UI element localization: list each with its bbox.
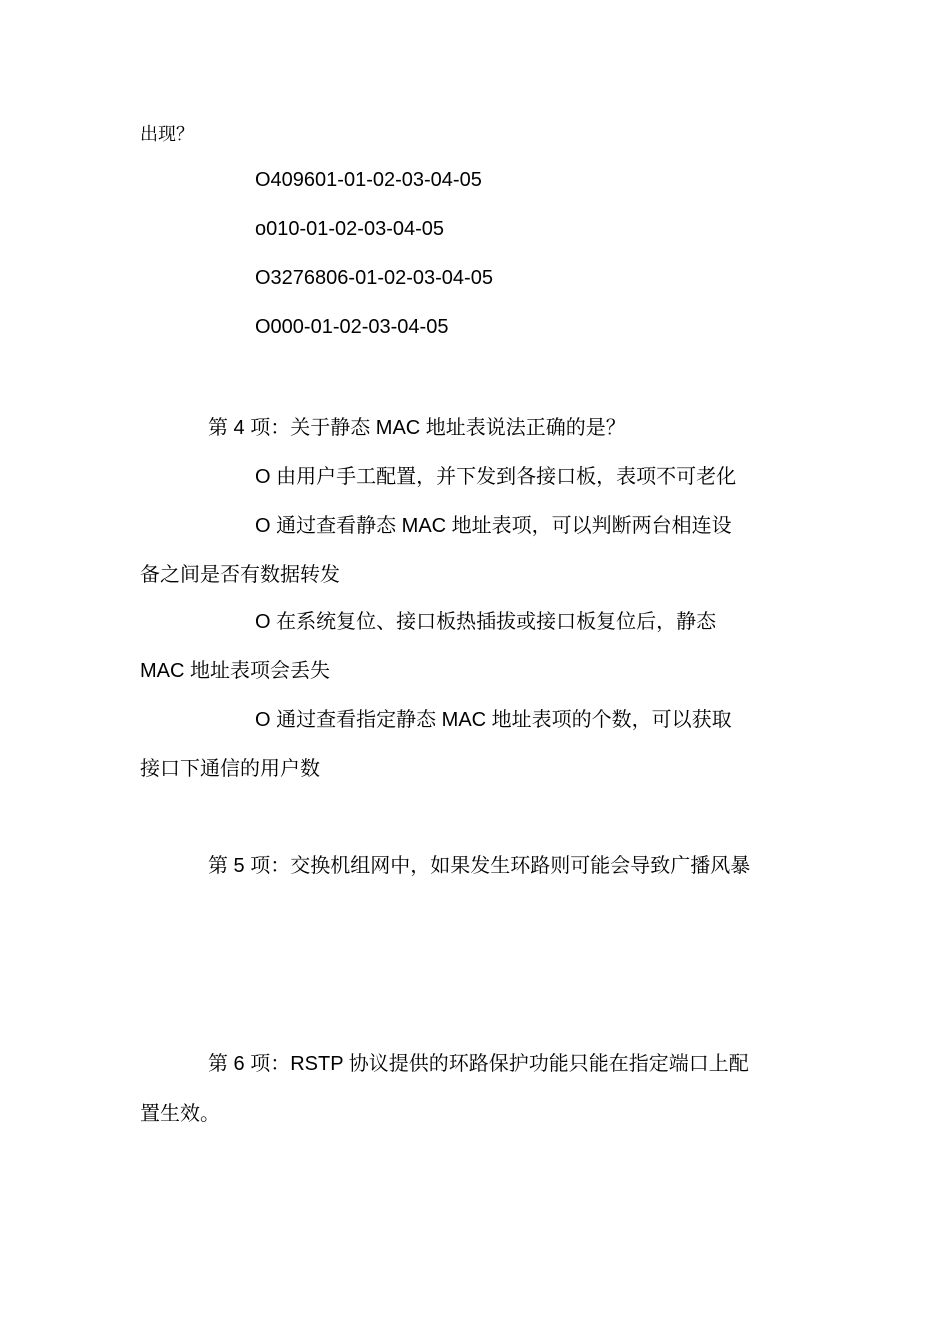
question4-option-3-line-2[interactable]: MAC 地址表项会丢失	[140, 660, 330, 682]
question3-stem-tail: 出现？	[140, 124, 194, 144]
question4-option-3-line-1[interactable]: O 在系统复位、接口板热插拔或接口板复位后，静态	[255, 611, 717, 633]
question3-option-1[interactable]: O409601-01-02-03-04-05	[255, 169, 482, 191]
question4-option-2-line-2[interactable]: 备之间是否有数据转发	[140, 564, 340, 586]
question4-option-4-line-2[interactable]: 接口下通信的用户数	[140, 758, 320, 780]
question4-option-1[interactable]: O 由用户手工配置，并下发到各接口板，表项不可老化	[255, 466, 737, 488]
question5-stem: 第 5 项：交换机组网中，如果发生环路则可能会导致广播风暴	[208, 855, 751, 877]
question4-option-2-line-1[interactable]: O 通过查看静态 MAC 地址表项，可以判断两台相连设	[255, 515, 732, 537]
question3-option-3[interactable]: O3276806-01-02-03-04-05	[255, 267, 493, 289]
question4-stem: 第 4 项：关于静态 MAC 地址表说法正确的是？	[208, 417, 626, 439]
question3-option-2[interactable]: o010-01-02-03-04-05	[255, 218, 445, 240]
question6-stem-line-2: 置生效。	[140, 1103, 220, 1125]
question6-stem-line-1: 第 6 项：RSTP 协议提供的环路保护功能只能在指定端口上配	[208, 1053, 749, 1075]
question4-option-4-line-1[interactable]: O 通过查看指定静态 MAC 地址表项的个数，可以获取	[255, 709, 732, 731]
question3-option-4[interactable]: O000-01-02-03-04-05	[255, 316, 449, 338]
